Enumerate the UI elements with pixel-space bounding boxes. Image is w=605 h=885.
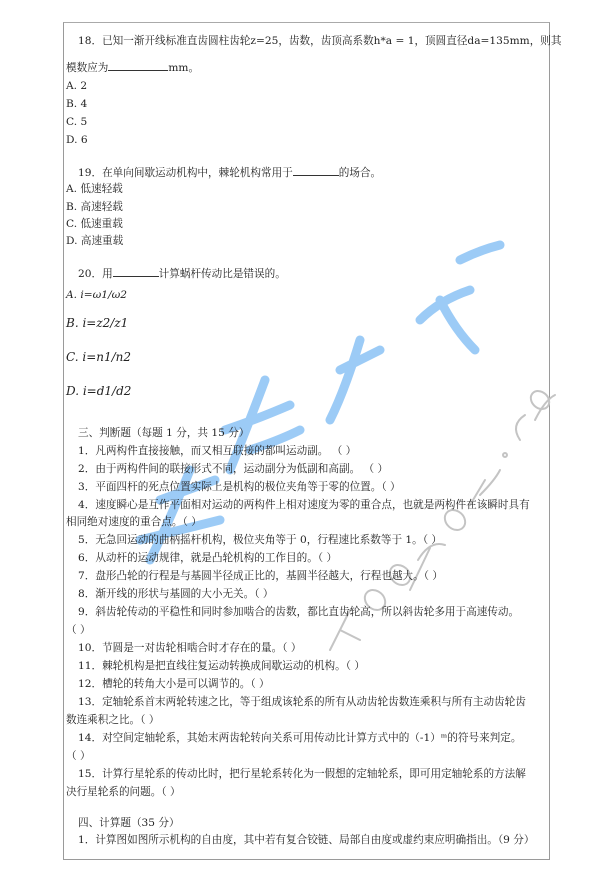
option-c: C. 5 bbox=[66, 116, 88, 128]
option-a: A. 低速轻载 bbox=[66, 183, 123, 195]
calc-item: 1．计算图如图所示机构的自由度，其中若有复合铰链、局部自由度或虚约束应明确指出。（9 分） bbox=[78, 834, 535, 846]
tf-item: 3．平面四杆的死点位置实际上是机构的极位夹角等于零的位置。（ ） bbox=[78, 481, 401, 493]
q18-stem: 18．已知一渐开线标准直齿圆柱齿轮z=25，齿数，齿顶高系数h*a = 1，顶圆直径da=135mm，则其 bbox=[78, 35, 562, 47]
q20-stem bbox=[78, 266, 286, 281]
option-b: B. 4 bbox=[66, 98, 88, 110]
tf-item: 4．速度瞬心是互作平面相对运动的两构件上相对速度为零的重合点，也就是两构件在该瞬时具有 bbox=[78, 499, 530, 511]
tf-item-cont: （ ） bbox=[66, 624, 91, 636]
q18-text: 模数应为 bbox=[66, 62, 109, 74]
q18-unit: mm。 bbox=[168, 62, 200, 74]
answer-blank bbox=[108, 60, 168, 71]
option-c: C. 低速重载 bbox=[66, 218, 123, 230]
option-b: B. i=z2/z1 bbox=[66, 316, 129, 330]
q19-stem bbox=[78, 165, 381, 180]
section-title: 三、判断题（每题 1 分，共 15 分） bbox=[78, 427, 250, 439]
tf-item-cont: 相同绝对速度的重合点。（ ） bbox=[66, 516, 202, 528]
tf-item: 15．计算行星轮系的传动比时，把行星轮系转化为一假想的定轴轮系，即可用定轴轮系的方法解 bbox=[78, 768, 526, 780]
option-d: D. i=d1/d2 bbox=[66, 384, 132, 398]
tf-item: 9．斜齿轮传动的平稳性和同时参加啮合的齿数，都比直齿轮高，所以斜齿轮多用于高速传动。 bbox=[78, 606, 520, 618]
option-a: A. i=ω1/ω2 bbox=[66, 289, 127, 301]
tf-item: 11．棘轮机构是把直线往复运动转换成间歇运动的机构。（ ） bbox=[78, 660, 365, 672]
q20-text-end: 计算蜗杆传动比是错误的。 bbox=[158, 268, 286, 280]
answer-blank bbox=[293, 165, 339, 176]
q20-text: 20．用 bbox=[78, 268, 113, 280]
option-a: A. 2 bbox=[66, 80, 88, 92]
tf-item: 13．定轴轮系首末两轮转速之比，等于组成该轮系的所有从动齿轮齿数连乘积与所有主动齿轮齿 bbox=[78, 696, 526, 708]
tf-item: 5．无急回运动的曲柄摇杆机构，极位夹角等于 0，行程速比系数等于 1。（ ） bbox=[78, 534, 443, 546]
tf-item: 1．凡两构件直接接触，而又相互联接的都叫运动副。 （ ） bbox=[78, 445, 357, 457]
tf-item: 10．节圆是一对齿轮相啮合时才存在的量。（ ） bbox=[78, 642, 302, 654]
answer-blank bbox=[113, 266, 159, 277]
tf-item-cont: 数连乘积之比。（ ） bbox=[66, 714, 160, 726]
tf-item: 14．对空间定轴轮系，其始末两齿轮转向关系可用传动比计算方式中的（-1）ᵐ的符号来判定。 bbox=[78, 732, 522, 744]
tf-item-cont: 决行星轮系的问题。（ ） bbox=[66, 786, 181, 798]
q18-stem-cont bbox=[66, 60, 199, 75]
section-title: 四、计算题（35 分） bbox=[78, 817, 180, 829]
tf-item: 8．渐开线的形状与基圆的大小无关。（ ） bbox=[78, 588, 274, 600]
option-c: C. i=n1/n2 bbox=[66, 350, 132, 364]
tf-item: 7．盘形凸轮的行程是与基圆半径成正比的，基圆半径越大，行程也越大。（ ） bbox=[78, 570, 443, 582]
tf-item-cont: （ ） bbox=[66, 750, 91, 762]
option-d: D. 高速重载 bbox=[66, 235, 124, 247]
option-b: B. 高速轻载 bbox=[66, 201, 123, 213]
tf-item: 12．槽轮的转角大小是可以调节的。（ ） bbox=[78, 678, 270, 690]
q19-text-end: 的场合。 bbox=[338, 167, 382, 179]
option-d: D. 6 bbox=[66, 134, 88, 146]
q19-text: 19．在单向间歇运动机构中，棘轮机构常用于 bbox=[78, 167, 293, 179]
tf-item: 6．从动杆的运动规律，就是凸轮机构的工作目的。（ ） bbox=[78, 552, 338, 564]
tf-item: 2．由于两构件间的联接形式不同，运动副分为低副和高副。 （ ） bbox=[78, 463, 389, 475]
